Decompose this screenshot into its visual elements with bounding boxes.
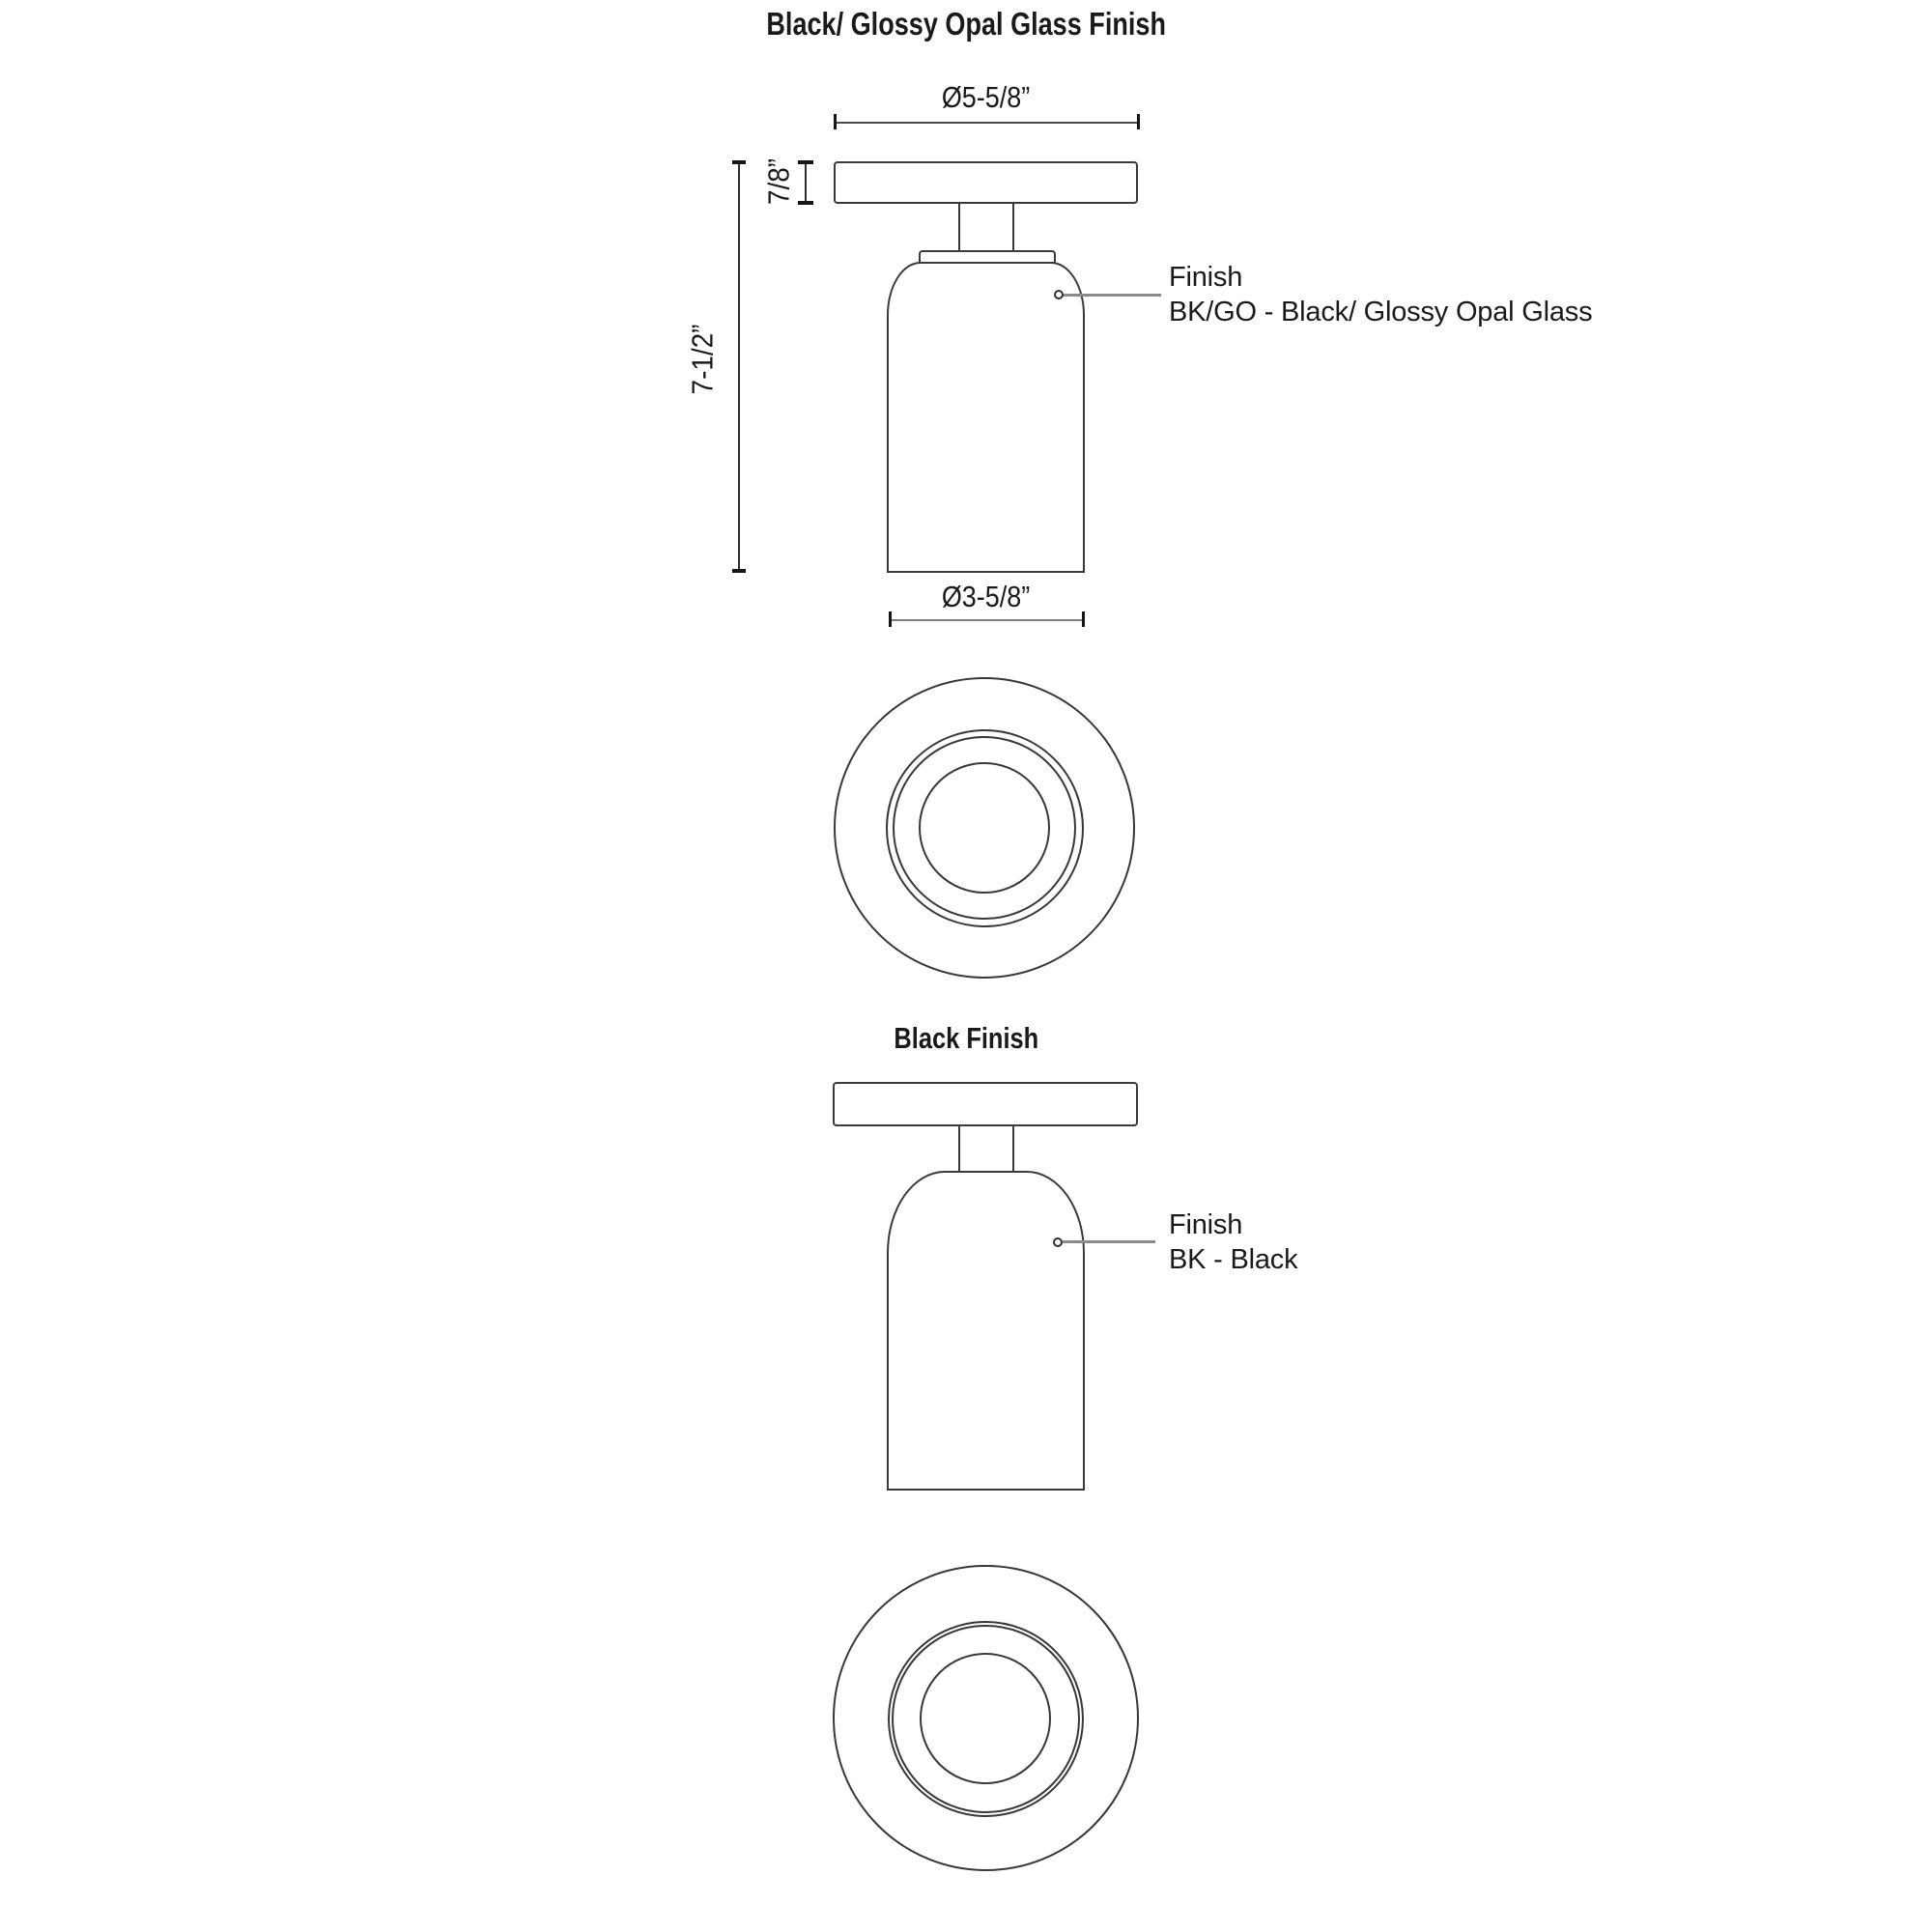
dim-line-canopy-diameter <box>835 122 1138 124</box>
dim-tick <box>798 201 813 205</box>
dim-tick <box>1082 611 1085 627</box>
leader-dot <box>1054 290 1064 299</box>
glass-shade-side-view <box>887 262 1085 573</box>
dim-line-overall-height <box>738 162 740 573</box>
mounting-stem <box>958 1126 1014 1171</box>
finish-value: BK/GO - Black/ Glossy Opal Glass <box>1169 297 1593 327</box>
leader-dot <box>1053 1237 1063 1247</box>
dim-tick <box>732 160 746 164</box>
finish-label: Finish <box>1169 262 1243 293</box>
finish-callout <box>1169 1208 1297 1277</box>
canopy-side-view <box>833 1082 1138 1126</box>
dim-label-canopy-height: 7/8” <box>761 157 796 206</box>
dim-line-canopy-height <box>805 162 807 204</box>
inner-opening-circle <box>920 1653 1051 1784</box>
dim-label-shade-diameter: Ø3-5/8” <box>942 580 1031 613</box>
mounting-stem <box>958 204 1014 250</box>
dim-label-overall-height: 7-1/2” <box>685 324 720 395</box>
leader-line <box>1064 294 1161 297</box>
dim-tick <box>798 160 813 164</box>
section-glass-title: Black/ Glossy Opal Glass Finish <box>766 6 1166 42</box>
dim-tick <box>834 114 837 129</box>
dim-line-shade-diameter <box>890 619 1083 621</box>
section-black-title: Black Finish <box>894 1021 1038 1055</box>
dim-tick <box>732 569 746 573</box>
inner-opening-circle <box>919 762 1050 894</box>
finish-label: Finish <box>1169 1209 1243 1240</box>
dim-tick <box>889 611 892 627</box>
canopy-side-view <box>834 161 1138 204</box>
finish-callout <box>1169 260 1592 329</box>
finish-value: BK - Black <box>1169 1244 1298 1275</box>
leader-line <box>1063 1240 1155 1243</box>
dim-tick <box>1137 114 1140 129</box>
dim-label-canopy-diameter: Ø5-5/8” <box>942 80 1031 114</box>
metal-shade-side-view <box>887 1171 1085 1491</box>
